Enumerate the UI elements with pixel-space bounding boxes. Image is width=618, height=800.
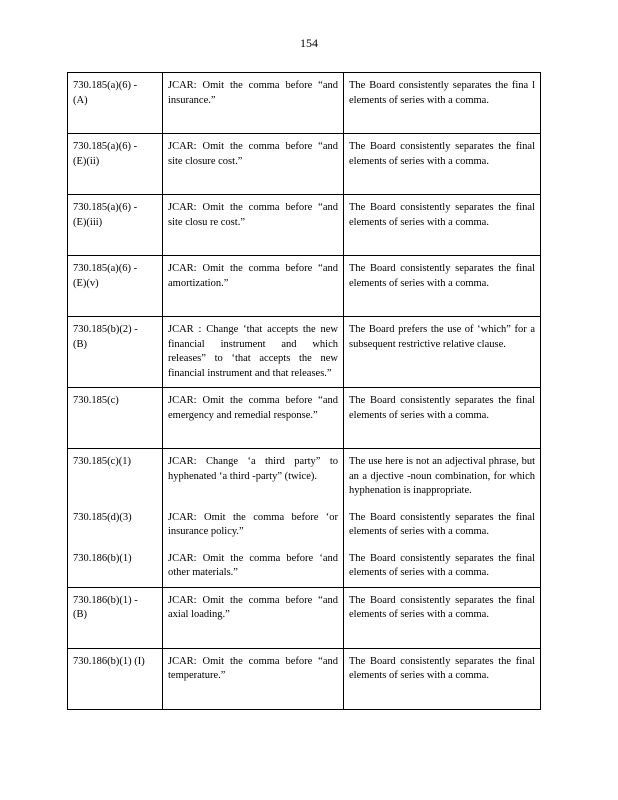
section-cell: 730.185(c)(1): [68, 449, 163, 505]
change-cell: JCAR: Omit the comma before ‘and other materials.”: [163, 546, 344, 588]
reason-cell: The Board consistently separates the final elements of series with a comma.: [344, 195, 541, 256]
table-row: [68, 73, 541, 134]
table-row: [68, 256, 541, 317]
reason-cell: The Board consistently separates the fina l elements of series with a comma.: [344, 73, 541, 134]
section-cell: 730.185(a)(6) - (E)(ii): [68, 134, 163, 195]
section-cell: 730.185(a)(6) - (A): [68, 73, 163, 134]
reason-cell: The Board consistently separates the final elements of series with a comma.: [344, 388, 541, 449]
reason-cell: The Board consistently separates the final elements of series with a comma.: [344, 546, 541, 588]
section-cell: 730.185(a)(6) - (E)(iii): [68, 195, 163, 256]
table-row: [68, 195, 541, 256]
reason-cell: The Board prefers the use of ‘which” for a subsequent restrictive relative clause.: [344, 317, 541, 388]
change-cell: JCAR : Change ‘that accepts the new financial instrument and which releases” to ‘that accepts the new financial instrument and that releases.”: [163, 317, 344, 388]
table-row: [68, 449, 541, 505]
table-row: [68, 317, 541, 388]
section-cell: 730.185(b)(2) - (B): [68, 317, 163, 388]
reason-cell: The Board consistently separates the final elements of series with a comma.: [344, 648, 541, 709]
table-row: [68, 134, 541, 195]
change-cell: JCAR: Omit the comma before “and emergency and remedial response.”: [163, 388, 344, 449]
section-cell: 730.185(d)(3): [68, 505, 163, 546]
reason-cell: The Board consistently separates the final elements of series with a comma.: [344, 587, 541, 648]
change-cell: JCAR: Omit the comma before “and site closure cost.”: [163, 134, 344, 195]
section-cell: 730.185(c): [68, 388, 163, 449]
change-cell: JCAR: Omit the comma before “and insurance.”: [163, 73, 344, 134]
table-row: [68, 388, 541, 449]
reason-cell: The use here is not an adjectival phrase, but an a djective -noun combination, for which hyphenation is inappropriate.: [344, 449, 541, 505]
section-cell: 730.186(b)(1) - (B): [68, 587, 163, 648]
change-cell: JCAR: Omit the comma before ‘or insurance policy.”: [163, 505, 344, 546]
section-cell: 730.186(b)(1): [68, 546, 163, 588]
table-row: [68, 587, 541, 648]
change-cell: JCAR: Omit the comma before “and temperature.”: [163, 648, 344, 709]
table-row: [68, 546, 541, 588]
section-cell: 730.186(b)(1) (I): [68, 648, 163, 709]
page-number: 154: [300, 36, 318, 50]
reason-cell: The Board consistently separates the final elements of series with a comma.: [344, 134, 541, 195]
comments-table: [67, 72, 541, 710]
section-cell: 730.185(a)(6) - (E)(v): [68, 256, 163, 317]
reason-cell: The Board consistently separates the final elements of series with a comma.: [344, 505, 541, 546]
table-row: [68, 648, 541, 709]
change-cell: JCAR: Omit the comma before “and site closu re cost.”: [163, 195, 344, 256]
reason-cell: The Board consistently separates the final elements of series with a comma.: [344, 256, 541, 317]
table-row: [68, 505, 541, 546]
change-cell: JCAR: Omit the comma before “and amortization.”: [163, 256, 344, 317]
change-cell: JCAR: Change ‘a third party” to hyphenated ‘a third -party” (twice).: [163, 449, 344, 505]
change-cell: JCAR: Omit the comma before “and axial loading.”: [163, 587, 344, 648]
